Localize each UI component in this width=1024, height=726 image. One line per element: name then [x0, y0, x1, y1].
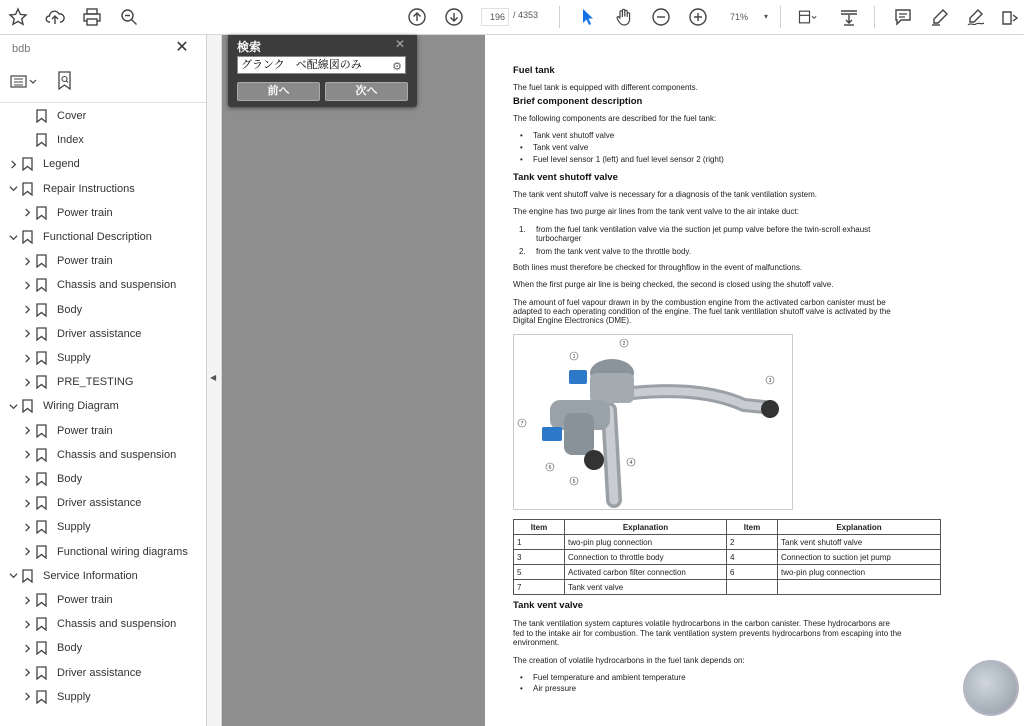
bookmark-item[interactable] [7, 226, 152, 248]
table-cell: 4 [727, 550, 778, 565]
bookmark-icon [36, 637, 50, 659]
paragraph: The tank vent shutoff valve is necessary for a diagnosis of the tank ventilation system. [513, 190, 818, 199]
zoom-level-select[interactable] [722, 8, 774, 26]
header-explanation: Explanation [565, 520, 727, 535]
header-item: Item [727, 520, 778, 535]
zoom-search-icon[interactable] [116, 5, 142, 29]
paragraph: When the first purge air line is being checked, the second is closed using the shutoff valve. [513, 280, 834, 289]
bookmark-item[interactable] [21, 516, 91, 538]
table-row [514, 535, 941, 550]
bookmark-icon [36, 686, 50, 708]
bookmark-item[interactable] [21, 541, 188, 563]
hand-tool-icon[interactable] [611, 5, 637, 29]
bookmark-item[interactable] [21, 686, 91, 708]
paragraph: The following components are described for the fuel tank: [513, 114, 717, 123]
bookmark-label: Cover [57, 110, 87, 122]
bookmark-item[interactable] [21, 371, 133, 393]
explanation-table [513, 519, 941, 595]
bookmark-label: Functional wiring diagrams [57, 545, 188, 558]
list-item: • Fuel level sensor 1 (left) and fuel level sensor 2 (right) [533, 155, 724, 164]
bookmark-item[interactable] [7, 395, 119, 417]
find-query: グランク ベ配線図のみ [241, 59, 362, 71]
close-panel-button[interactable]: ✕ [175, 39, 189, 56]
bookmark-icon [36, 541, 50, 563]
list-item: • Tank vent shutoff valve [533, 131, 614, 140]
bookmark-item[interactable] [7, 153, 80, 175]
pdf-page [485, 35, 1024, 726]
bookmark-icon [22, 395, 36, 417]
chevron-right-icon[interactable] [21, 662, 33, 684]
chevron-right-icon[interactable] [21, 468, 33, 490]
bookmark-item[interactable] [21, 347, 91, 369]
bookmark-label: Legend [43, 158, 80, 171]
panel-collapse-handle[interactable] [207, 35, 222, 726]
bookmark-label: Power train [57, 255, 113, 268]
callout-5: 5 [572, 479, 576, 485]
spacer [21, 129, 33, 151]
chevron-right-icon[interactable] [21, 420, 33, 442]
bookmarks-panel [0, 35, 207, 726]
bookmark-label: Chassis and suspension [57, 279, 177, 292]
bookmark-item[interactable] [7, 178, 135, 200]
callout-6: 6 [548, 465, 552, 471]
table-row [514, 550, 941, 565]
list-number: 1. [519, 225, 526, 234]
bookmark-label: Supply [57, 521, 91, 534]
find-close-button[interactable]: ✕ [395, 37, 406, 51]
callout-7: 7 [520, 421, 524, 427]
paragraph: The amount of fuel vapour drawn in by the combustion engine from the activated carbon canister must be [513, 298, 886, 307]
bookmark-item[interactable] [21, 129, 84, 151]
bookmark-item[interactable] [21, 105, 86, 127]
paragraph: adapted to each operating condition of the engine. The fuel tank ventilation shutoff valve is activated by the [513, 307, 891, 316]
previous-page-icon[interactable] [404, 5, 430, 29]
table-cell: 7 [514, 580, 565, 595]
zoom-in-icon[interactable] [685, 5, 711, 29]
bookmark-icon [36, 492, 50, 514]
bookmark-icon [36, 468, 50, 490]
list-item: • Tank vent valve [533, 143, 588, 152]
gear-icon[interactable]: ⚙ [392, 61, 402, 73]
heading-brief-description: Brief component description [513, 96, 643, 107]
next-page-icon[interactable] [441, 5, 467, 29]
bookmark-icon [36, 250, 50, 272]
chevron-right-icon[interactable] [21, 686, 33, 708]
more-tools-icon[interactable] [997, 5, 1023, 29]
numbered-item: from the tank vent valve to the throttle body. [536, 247, 692, 256]
paragraph: The fuel tank is equipped with different components. [513, 83, 698, 92]
find-previous-button[interactable]: 前へ [237, 82, 320, 101]
list-item: • Air pressure [533, 684, 576, 693]
find-next-button[interactable]: 次へ [325, 82, 408, 101]
bookmark-icon [22, 565, 36, 587]
bookmark-label: Repair Instructions [43, 182, 135, 195]
bookmark-label: Body [57, 642, 83, 655]
header-item: Item [514, 520, 565, 535]
bookmark-label: Power train [57, 206, 113, 219]
table-cell: Tank vent valve [565, 580, 727, 595]
bookmark-item[interactable] [21, 637, 82, 659]
zoom-level-value: 71% [730, 12, 749, 22]
bookmark-icon [36, 420, 50, 442]
bookmark-label: Driver assistance [57, 666, 142, 679]
bookmark-item[interactable] [21, 299, 82, 321]
tank-vent-valve-illustration [514, 335, 792, 509]
table-cell: two-pin plug connection [565, 535, 727, 550]
bookmark-label: Service Information [43, 569, 138, 582]
chevron-right-icon[interactable] [21, 347, 33, 369]
toolbar-divider [780, 6, 781, 28]
bookmark-label: Supply [57, 352, 91, 364]
panel-divider [0, 102, 206, 103]
chevron-down-icon[interactable] [7, 178, 19, 200]
table-cell: two-pin plug connection [778, 565, 941, 580]
bookmark-label: Wiring Diagram [43, 400, 119, 413]
table-cell: 2 [727, 535, 778, 550]
bookmark-item[interactable] [21, 492, 141, 514]
bookmark-label: Driver assistance [57, 327, 142, 340]
table-cell [778, 580, 941, 595]
bookmark-item[interactable] [21, 662, 141, 684]
bookmark-icon [36, 613, 50, 635]
bookmark-label: Body [57, 303, 83, 316]
heading-tank-vent-valve: Tank vent valve [513, 600, 584, 611]
bookmark-icon [36, 662, 50, 684]
table-cell: 5 [514, 565, 565, 580]
bookmark-item[interactable] [21, 468, 82, 490]
chevron-right-icon[interactable] [21, 516, 33, 538]
bookmark-label: Chassis and suspension [57, 448, 177, 461]
bookmark-item[interactable] [21, 274, 176, 296]
bookmark-item[interactable] [21, 420, 113, 442]
chevron-down-icon[interactable] [7, 565, 19, 587]
paragraph: environment. [513, 638, 560, 647]
chevron-right-icon[interactable] [21, 637, 33, 659]
bookmark-item[interactable] [21, 323, 141, 345]
bookmark-icon [22, 178, 36, 200]
table-cell: 3 [514, 550, 565, 565]
find-input[interactable] [237, 56, 406, 74]
callout-4: 4 [629, 460, 633, 466]
bookmark-icon [36, 274, 50, 296]
list-number: 2. [519, 247, 526, 256]
paragraph: The tank ventilation system captures volatile hydrocarbons in the carbon canister. These hydrocarbons are [513, 619, 890, 628]
callout-1: 1 [572, 354, 576, 360]
table-cell: Activated carbon filter connection [565, 565, 727, 580]
chevron-right-icon[interactable] [21, 444, 33, 466]
bookmark-icon [36, 105, 50, 127]
bookmark-label: Functional Description [43, 231, 152, 243]
toolbar [0, 0, 1024, 35]
chevron-down-icon[interactable] [7, 395, 19, 417]
bookmark-icon [36, 347, 50, 369]
table-row [514, 580, 941, 595]
scroll-mode-icon[interactable] [836, 5, 862, 29]
spacer [21, 105, 33, 127]
table-cell: Tank vent shutoff valve [778, 535, 941, 550]
select-cursor-icon[interactable] [574, 5, 600, 29]
options-menu-icon[interactable] [10, 75, 38, 89]
bookmark-label: PRE_TESTING [57, 376, 134, 389]
bookmark-icon [36, 589, 50, 611]
highlight-pen-icon[interactable] [927, 5, 953, 29]
bookmark-icon [36, 371, 50, 393]
collapse-arrow-icon: ◀ [210, 373, 217, 382]
find-title: 検索 [237, 40, 262, 54]
bookmark-search-icon[interactable] [56, 71, 74, 91]
chevron-right-icon[interactable] [21, 371, 33, 393]
table-cell: Connection to throttle body [565, 550, 727, 565]
chevron-right-icon[interactable] [21, 492, 33, 514]
chevron-down-icon: ▾ [763, 12, 768, 21]
bookmark-item[interactable] [7, 565, 138, 587]
find-dialog [228, 35, 417, 107]
numbered-item-cont: turbocharger [536, 234, 582, 243]
page-number-input[interactable]: 196 [481, 8, 509, 26]
bookmark-icon [22, 226, 36, 248]
page-total: / 4353 [513, 10, 539, 20]
bookmark-icon [36, 516, 50, 538]
toolbar-divider [559, 6, 560, 28]
paragraph: Both lines must therefore be checked for throughflow in the event of malfunctions. [513, 263, 803, 272]
bookmark-item[interactable] [21, 250, 113, 272]
table-cell: 6 [727, 565, 778, 580]
header-explanation: Explanation [778, 520, 941, 535]
chevron-down-icon[interactable] [7, 226, 19, 248]
bookmark-icon [22, 153, 36, 175]
list-item: • Fuel temperature and ambient temperature [533, 673, 686, 682]
table-row [514, 565, 941, 580]
paragraph: fed to the intake air for combustion. The tank ventilation system prevents hydrocarbons from escaping into the [513, 629, 902, 638]
chevron-right-icon[interactable] [7, 153, 19, 175]
bookmark-star-icon[interactable] [5, 5, 31, 29]
floating-avatar-badge[interactable] [963, 660, 1019, 716]
chevron-right-icon[interactable] [21, 323, 33, 345]
panel-title: bdb [12, 43, 31, 55]
zoom-out-icon[interactable] [648, 5, 674, 29]
chevron-right-icon[interactable] [21, 589, 33, 611]
draw-signature-icon[interactable] [963, 5, 989, 29]
bookmark-icon [36, 444, 50, 466]
bookmark-icon [36, 129, 50, 151]
chevron-right-icon[interactable] [21, 299, 33, 321]
numbered-item: from the fuel tank ventilation valve via the suction jet pump valve before the twin-scroll exhaust [536, 225, 871, 234]
heading-fuel-tank: Fuel tank [513, 65, 555, 76]
table-cell [727, 580, 778, 595]
bookmark-label: Driver assistance [57, 497, 142, 510]
print-icon[interactable] [79, 5, 105, 29]
bookmark-label: Chassis and suspension [57, 618, 177, 631]
table-header-row [514, 520, 941, 535]
component-figure [513, 334, 793, 510]
bookmark-icon [36, 299, 50, 321]
bookmark-item[interactable] [21, 202, 113, 224]
bookmark-item[interactable] [21, 444, 176, 466]
bookmark-label: Supply [57, 690, 91, 703]
callout-3: 3 [768, 378, 772, 384]
chevron-right-icon[interactable] [21, 250, 33, 272]
callout-2: 2 [622, 341, 626, 347]
upload-cloud-icon[interactable] [42, 5, 68, 29]
paragraph: The engine has two purge air lines from the tank vent valve to the air intake duct: [513, 207, 799, 216]
comment-icon[interactable] [890, 5, 916, 29]
bookmark-item[interactable] [21, 589, 113, 611]
chevron-right-icon[interactable] [21, 541, 33, 563]
chevron-right-icon[interactable] [21, 202, 33, 224]
table-body [514, 535, 941, 595]
table-cell: 1 [514, 535, 565, 550]
table-cell: Connection to suction jet pump [778, 550, 941, 565]
bookmark-label: Index [57, 134, 84, 147]
page-fit-icon[interactable] [790, 5, 824, 29]
bookmark-item[interactable] [21, 613, 176, 635]
toolbar-divider [874, 6, 875, 28]
bookmark-icon [36, 202, 50, 224]
paragraph: Digital Engine Electronics (DME). [513, 316, 632, 325]
bookmark-icon [36, 323, 50, 345]
paragraph: The creation of volatile hydrocarbons in the fuel tank depends on: [513, 656, 745, 665]
bookmark-label: Power train [57, 424, 113, 437]
chevron-right-icon[interactable] [21, 613, 33, 635]
chevron-right-icon[interactable] [21, 274, 33, 296]
bookmark-label: Power train [57, 594, 113, 606]
bookmark-label: Body [57, 473, 83, 485]
heading-shutoff-valve: Tank vent shutoff valve [513, 172, 618, 183]
